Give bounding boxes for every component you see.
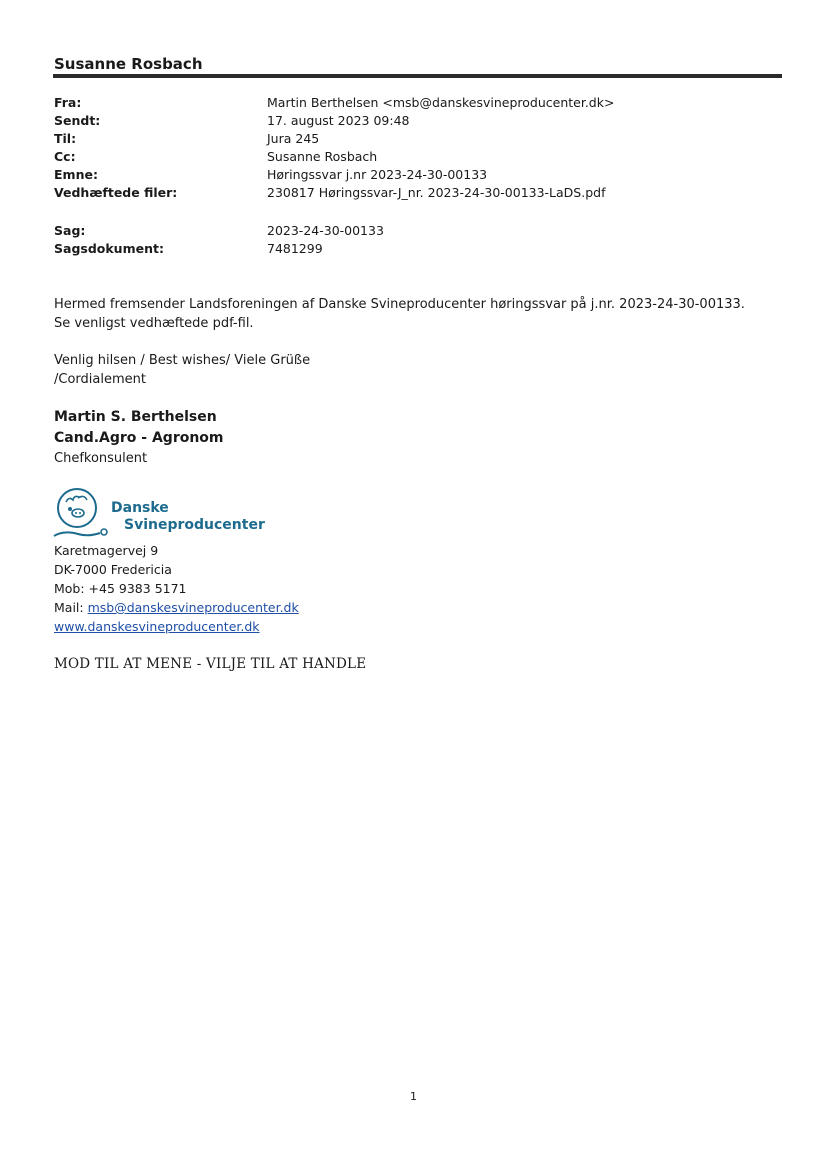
contact-website-link[interactable]: www.danskesvineproducenter.dk [54, 619, 260, 634]
logo-text-line-2: Svineproducenter [124, 517, 265, 533]
signature-title: Cand.Agro - Agronom [54, 430, 224, 446]
cc-label: Cc: [54, 149, 76, 164]
greeting-line-2: /Cordialement [54, 372, 146, 387]
signature-role: Chefkonsulent [54, 451, 148, 466]
contact-mail-label: Mail: [54, 600, 88, 615]
body-line-1: Hermed fremsender Landsforeningen af Danske Svineproducenter høringssvar på j.nr. 2023-24-30-00133. [54, 297, 745, 312]
mailbox-owner-name: Susanne Rosbach [54, 55, 203, 73]
company-motto: MOD TIL AT MENE - VILJE TIL AT HANDLE [54, 656, 367, 672]
case-value: 2023-24-30-00133 [267, 223, 384, 238]
attachments-value: 230817 Høringssvar-J_nr. 2023-24-30-00133-LaDS.pdf [267, 185, 606, 200]
contact-street: Karetmagervej 9 [54, 543, 159, 558]
contact-mail-line [54, 600, 299, 615]
contact-mail-link[interactable]: msb@danskesvineproducenter.dk [87, 600, 299, 615]
from-value: Martin Berthelsen <msb@danskesvineproducenter.dk> [267, 95, 615, 110]
page-number: 1 [410, 1090, 417, 1103]
case-label: Sag: [54, 223, 86, 238]
logo-text-line-1: Danske [111, 500, 169, 516]
case-document-value: 7481299 [267, 241, 323, 256]
sent-label: Sendt: [54, 113, 101, 128]
danske-svineproducenter-logo-icon [52, 488, 272, 544]
sent-value: 17. august 2023 09:48 [267, 113, 410, 128]
to-value: Jura 245 [267, 131, 320, 146]
body-line-2: Se venligst vedhæftede pdf-fil. [54, 316, 254, 331]
case-document-label: Sagsdokument: [54, 241, 164, 256]
attachments-label: Vedhæftede filer: [54, 185, 178, 200]
contact-city: DK-7000 Fredericia [54, 562, 172, 577]
subject-value: Høringssvar j.nr 2023-24-30-00133 [267, 167, 488, 182]
header-divider [53, 74, 782, 78]
contact-website-line [54, 619, 260, 634]
contact-mobile: Mob: +45 9383 5171 [54, 581, 187, 596]
subject-label: Emne: [54, 167, 98, 182]
greeting-line-1: Venlig hilsen / Best wishes/ Viele Grüße [54, 353, 311, 368]
to-label: Til: [54, 131, 77, 146]
cc-value: Susanne Rosbach [267, 149, 378, 164]
signature-name: Martin S. Berthelsen [54, 409, 217, 425]
from-label: Fra: [54, 95, 82, 110]
